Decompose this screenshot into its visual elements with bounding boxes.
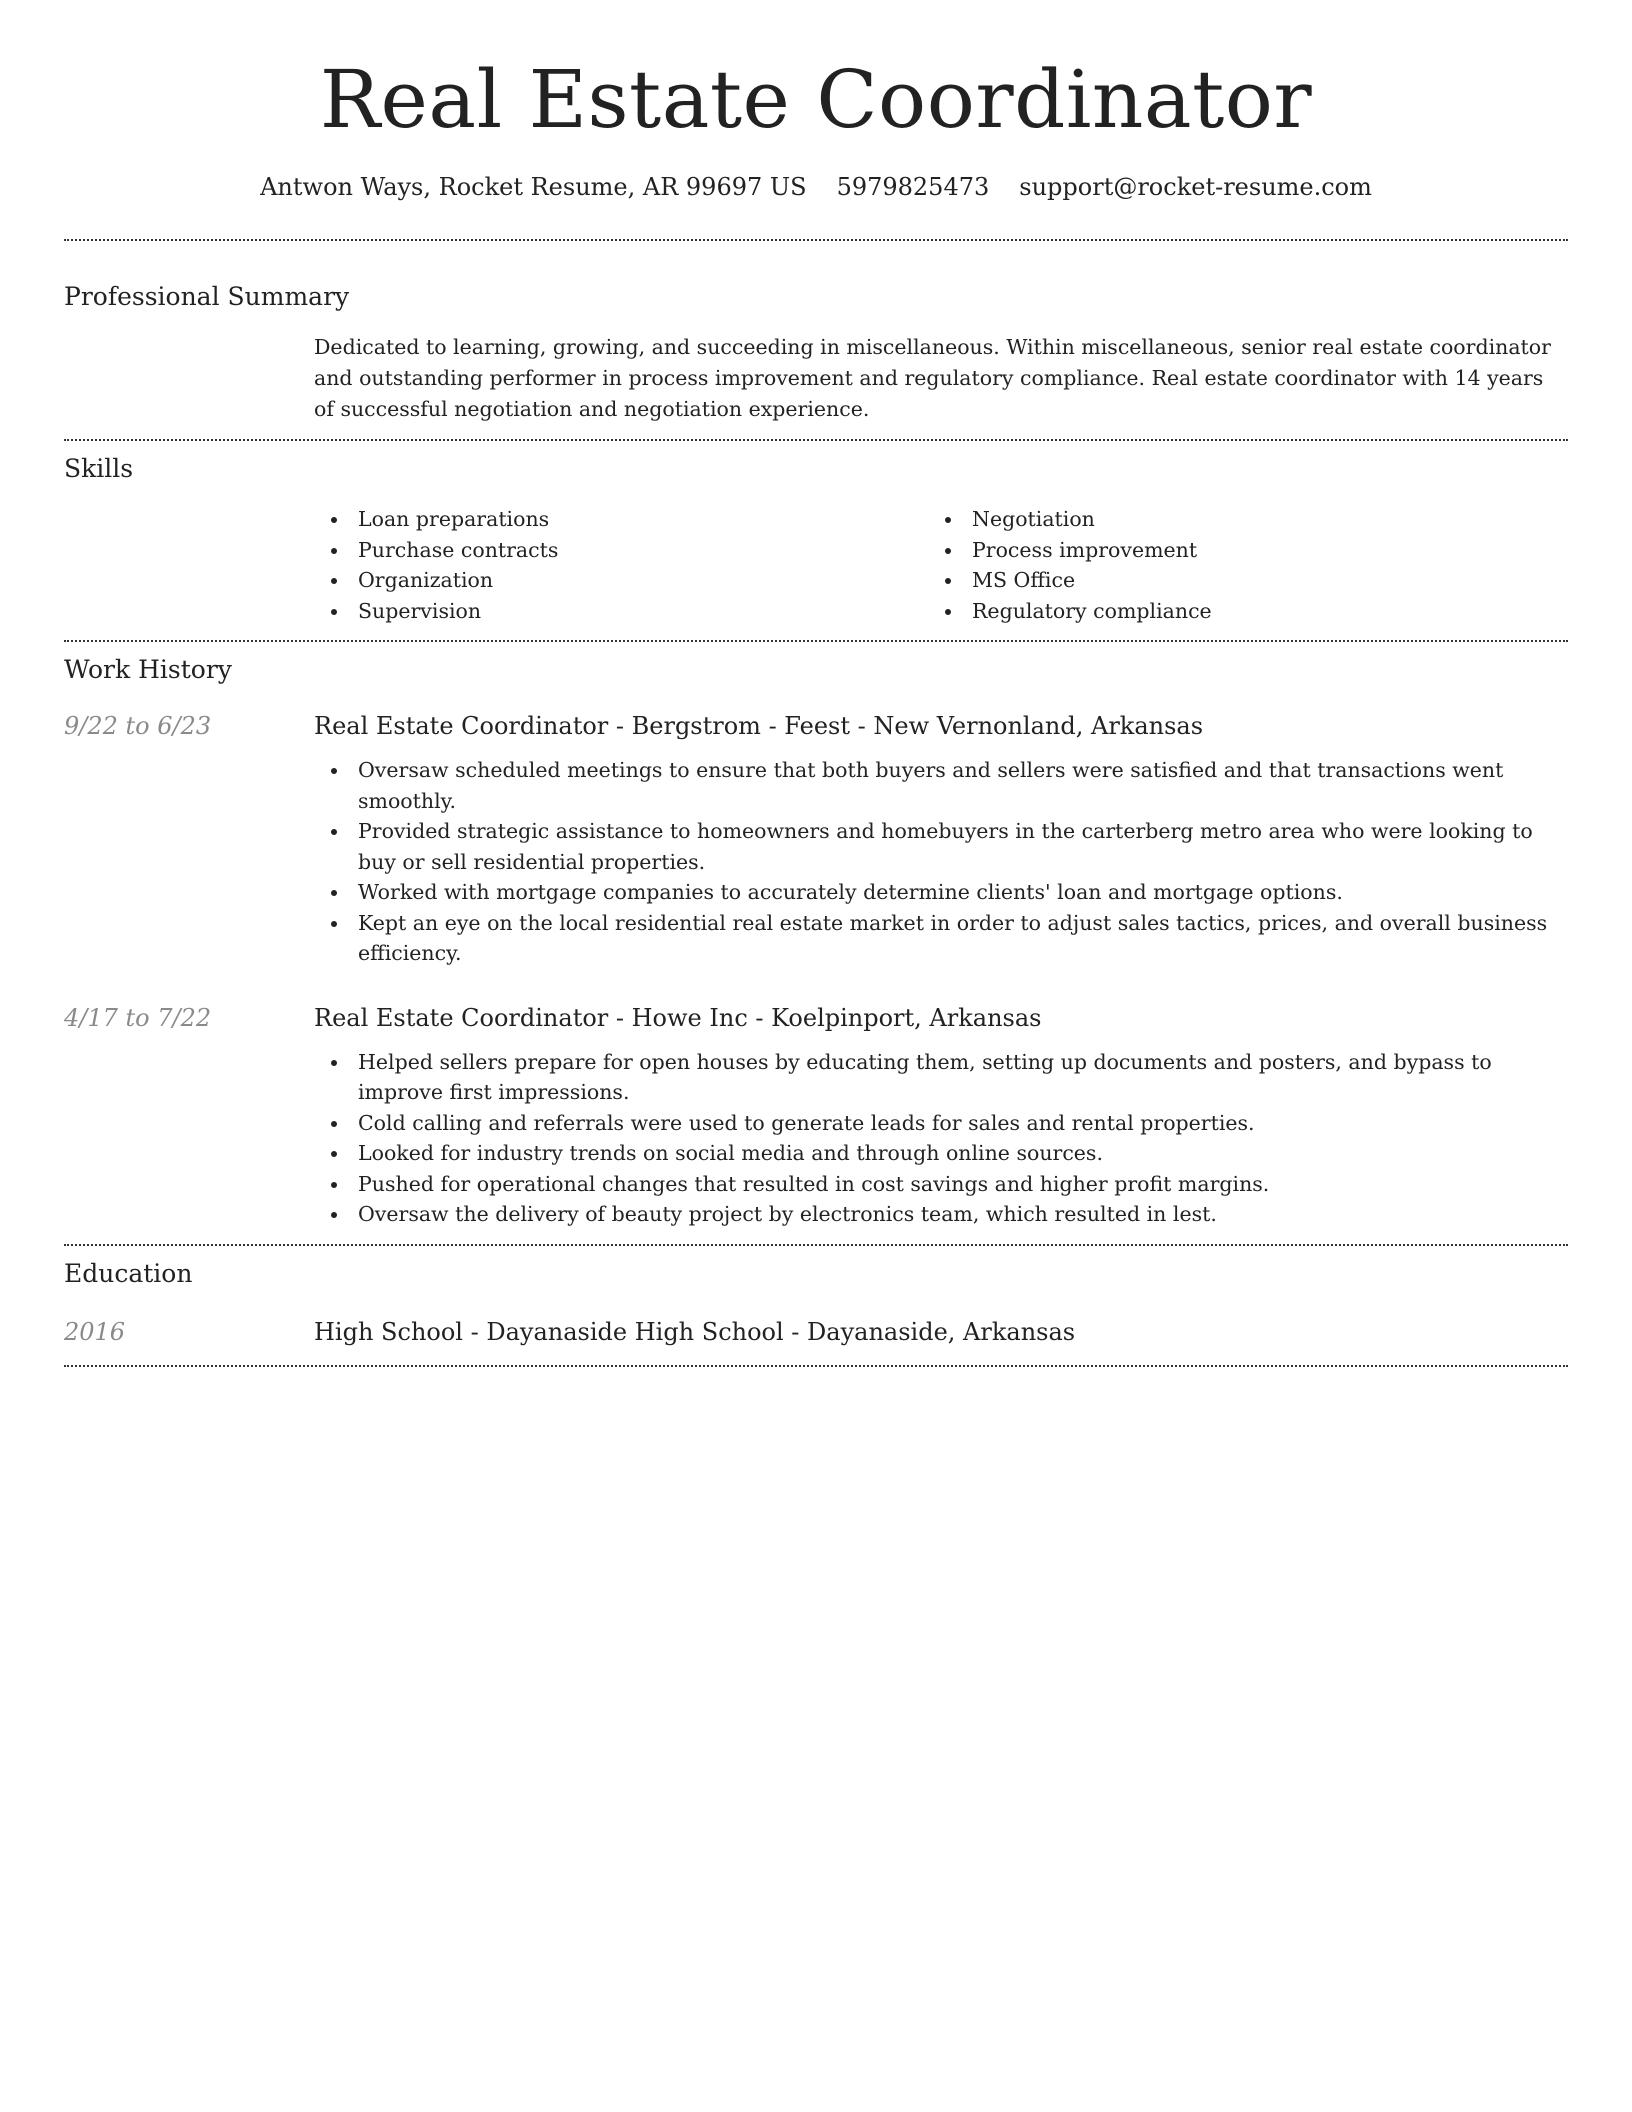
job-dates: 9/22 to 6/23: [64, 712, 212, 740]
skill-item: Supervision: [314, 596, 928, 627]
divider: [64, 239, 1568, 241]
resume-page: [64, 0, 1568, 1367]
skills-section: [64, 452, 1568, 626]
job-heading: Real Estate Coordinator - Bergstrom - Feest - New Vernonland, Arkansas: [314, 712, 1204, 740]
job-heading: Real Estate Coordinator - Howe Inc - Koelpinport, Arkansas: [314, 1003, 1042, 1032]
education-entry: [64, 1315, 1568, 1349]
job-bullet: Cold calling and referrals were used to generate leads for sales and rental properties.: [314, 1108, 1568, 1139]
work-section: [64, 653, 1568, 1230]
skills-list-left: [314, 504, 928, 626]
resume-header: [64, 0, 1568, 204]
work-heading: Work History: [64, 655, 232, 684]
job-entry: [64, 709, 1568, 969]
education-section: [64, 1257, 1568, 1349]
summary-text: Dedicated to learning, growing, and succeeding in miscellaneous. Within miscellaneous, senior real estate coordinator and outstanding performer in process improvement and regulatory compliance. Real estate coordinator with 14 years of successful negotiation and negotiation experience.: [314, 335, 1551, 421]
job-bullet: Provided strategic assistance to homeowners and homebuyers in the carterberg metro area who were looking to buy or sell residential properties.: [314, 816, 1568, 877]
divider: [64, 640, 1568, 642]
divider: [64, 439, 1568, 441]
contact-email: support@rocket-resume.com: [1019, 173, 1372, 201]
contact-address: Antwon Ways, Rocket Resume, AR 99697 US: [260, 173, 807, 201]
job-bullet: Oversaw scheduled meetings to ensure that both buyers and sellers were satisfied and that transactions went smoothly.: [314, 755, 1568, 816]
skill-item: Negotiation: [928, 504, 1542, 535]
skill-item: MS Office: [928, 565, 1542, 596]
divider: [64, 1365, 1568, 1367]
job-bullets: [314, 755, 1568, 969]
skill-item: Regulatory compliance: [928, 596, 1542, 627]
education-heading: Education: [64, 1258, 193, 1288]
education-year: 2016: [64, 1317, 126, 1346]
divider: [64, 1244, 1568, 1246]
contact-phone: 5979825473: [836, 173, 990, 201]
candidate-title: Real Estate Coordinator: [319, 53, 1313, 146]
job-entry: [64, 1001, 1568, 1230]
job-bullet: Pushed for operational changes that resulted in cost savings and higher profit margins.: [314, 1169, 1568, 1200]
skills-heading: Skills: [64, 454, 134, 483]
skill-item: Process improvement: [928, 535, 1542, 566]
skill-item: Purchase contracts: [314, 535, 928, 566]
job-bullet: Oversaw the delivery of beauty project by electronics team, which resulted in lest.: [314, 1199, 1568, 1230]
skill-item: Organization: [314, 565, 928, 596]
education-heading-line: High School - Dayanaside High School - Dayanaside, Arkansas: [314, 1317, 1076, 1346]
skills-list-right: [928, 504, 1542, 626]
skill-item: Loan preparations: [314, 504, 928, 535]
job-bullet: Helped sellers prepare for open houses by educating them, setting up documents and posters, and bypass to improve first impressions.: [314, 1047, 1568, 1108]
job-bullets: [314, 1047, 1568, 1230]
summary-heading: Professional Summary: [64, 282, 350, 311]
skills-grid: [314, 504, 1568, 626]
job-bullet: Worked with mortgage companies to accurately determine clients' loan and mortgage options.: [314, 877, 1568, 908]
contact-line: [64, 170, 1568, 204]
summary-section: [64, 280, 1568, 425]
job-bullet: Kept an eye on the local residential real estate market in order to adjust sales tactics, prices, and overall business efficiency.: [314, 908, 1568, 969]
job-dates: 4/17 to 7/22: [64, 1003, 212, 1032]
job-bullet: Looked for industry trends on social media and through online sources.: [314, 1138, 1568, 1169]
